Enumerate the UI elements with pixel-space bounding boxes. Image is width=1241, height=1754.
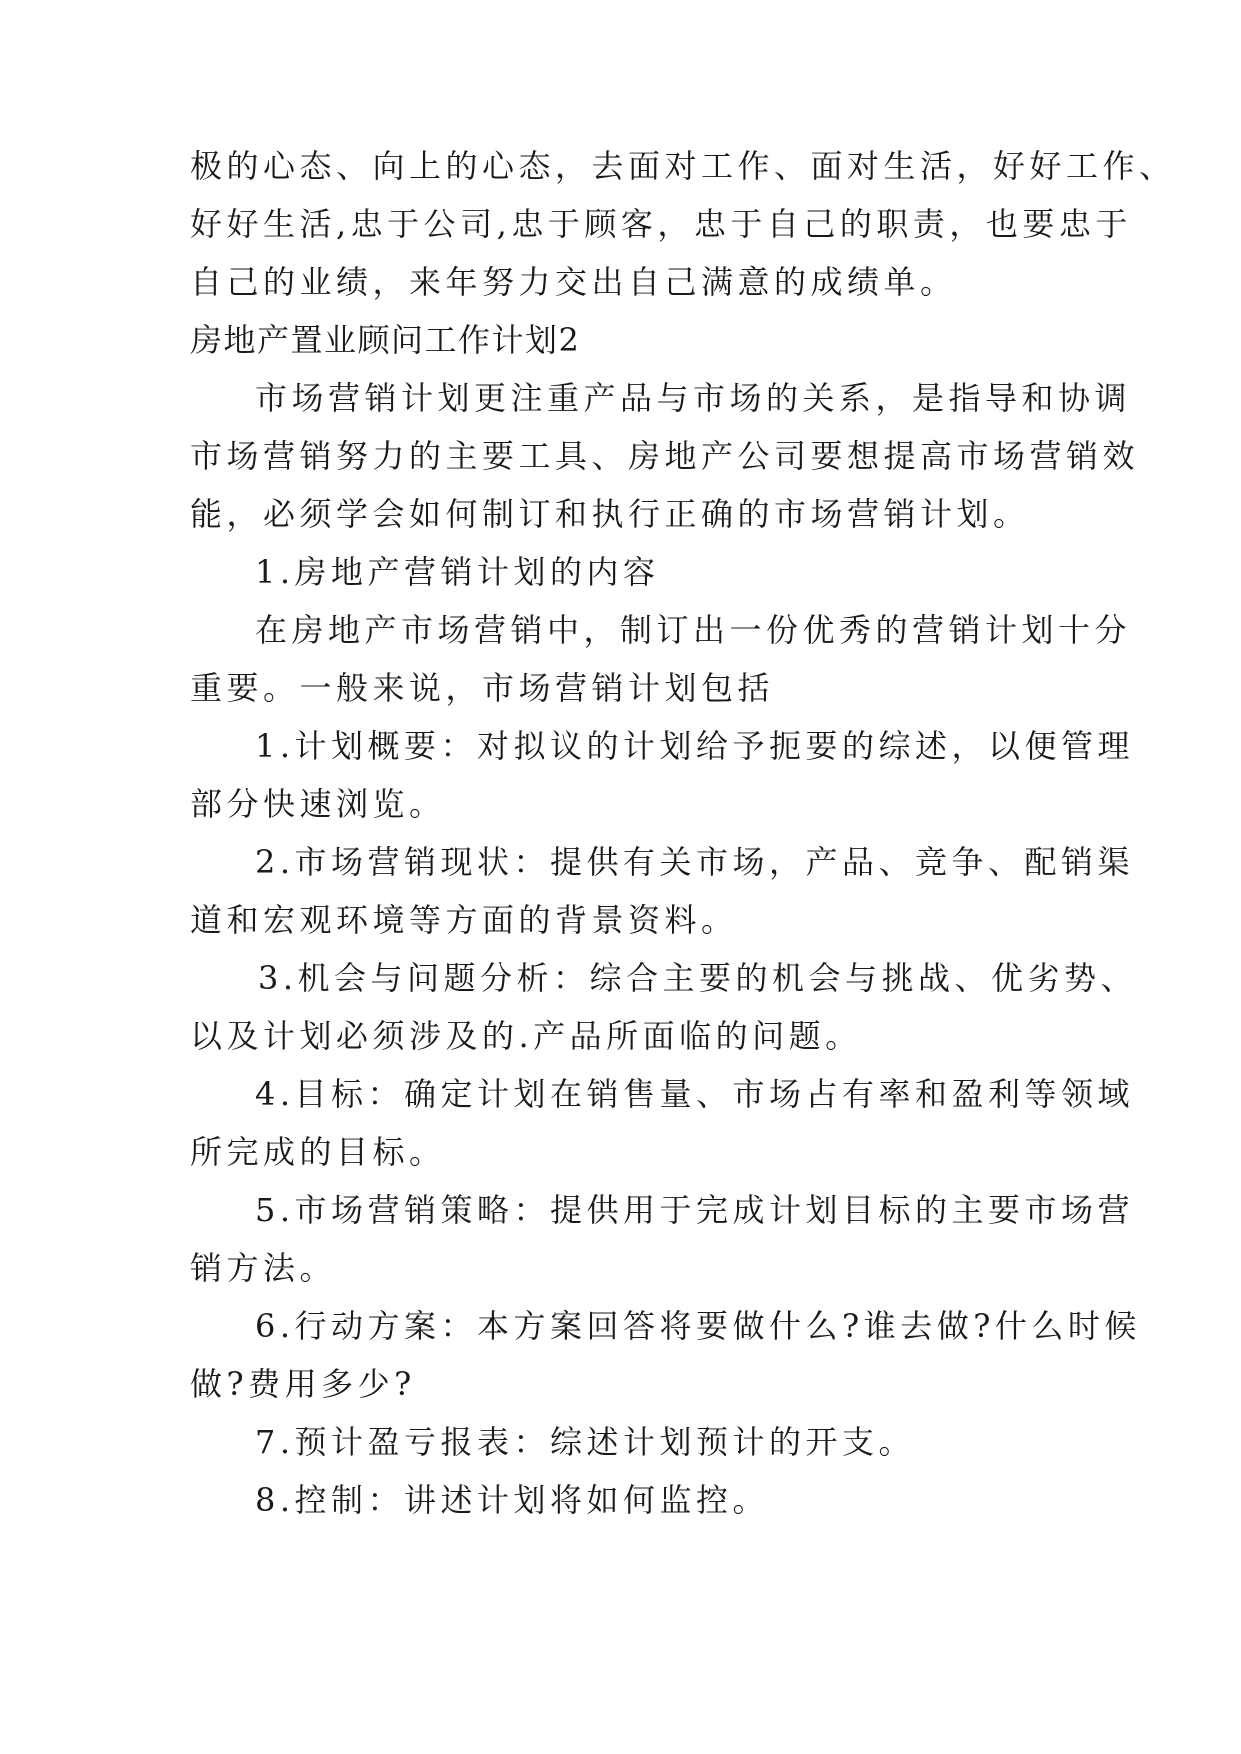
paragraph-line: 重要。一般来说，市场营销计划包括 bbox=[190, 669, 775, 707]
list-item: 1.计划概要：对拟议的计划给予扼要的综述，以便管理 bbox=[255, 727, 1135, 765]
list-item: 7.预计盈亏报表：综述计划预计的开支。 bbox=[255, 1423, 916, 1461]
paragraph-line: 极的心态、向上的心态，去面对工作、面对生活，好好工作、 bbox=[190, 147, 1176, 185]
paragraph-line: 好好生活,忠于公司,忠于顾客，忠于自己的职责，也要忠于 bbox=[190, 205, 1132, 243]
paragraph-line: 在房地产市场营销中，制订出一份优秀的营销计划十分 bbox=[255, 611, 1132, 649]
list-item-continuation: 道和宏观环境等方面的背景资料。 bbox=[190, 901, 738, 939]
list-item-continuation: 以及计划必须涉及的.产品所面临的问题。 bbox=[190, 1017, 862, 1055]
list-item: 5.市场营销策略：提供用于完成计划目标的主要市场营 bbox=[255, 1191, 1135, 1229]
list-item: 4.目标：确定计划在销售量、市场占有率和盈利等领域 bbox=[255, 1075, 1135, 1113]
paragraph-line: 能，必须学会如何制订和执行正确的市场营销计划。 bbox=[190, 495, 1030, 533]
paragraph-line: 市场营销努力的主要工具、房地产公司要想提高市场营销效 bbox=[190, 437, 1140, 475]
paragraph-line: 自己的业绩，来年努力交出自己满意的成绩单。 bbox=[190, 263, 957, 301]
list-item-continuation: 部分快速浏览。 bbox=[190, 785, 446, 823]
section-title: 房地产置业顾问工作计划2 bbox=[190, 321, 581, 359]
list-item: 3.机会与问题分析：综合主要的机会与挑战、优劣势、 bbox=[258, 959, 1138, 997]
list-item-continuation: 所完成的目标。 bbox=[190, 1133, 446, 1171]
list-item: 6.行动方案：本方案回答将要做什么?谁去做?什么时候 bbox=[255, 1307, 1141, 1345]
paragraph-line: 市场营销计划更注重产品与市场的关系，是指导和协调 bbox=[255, 379, 1132, 417]
list-item: 8.控制：讲述计划将如何监控。 bbox=[255, 1481, 770, 1519]
list-item-continuation: 销方法。 bbox=[190, 1249, 337, 1287]
list-item: 2.市场营销现状：提供有关市场，产品、竞争、配销渠 bbox=[255, 843, 1135, 881]
list-item-continuation: 做?费用多少? bbox=[190, 1365, 416, 1403]
subheading: 1.房地产营销计划的内容 bbox=[255, 553, 660, 591]
